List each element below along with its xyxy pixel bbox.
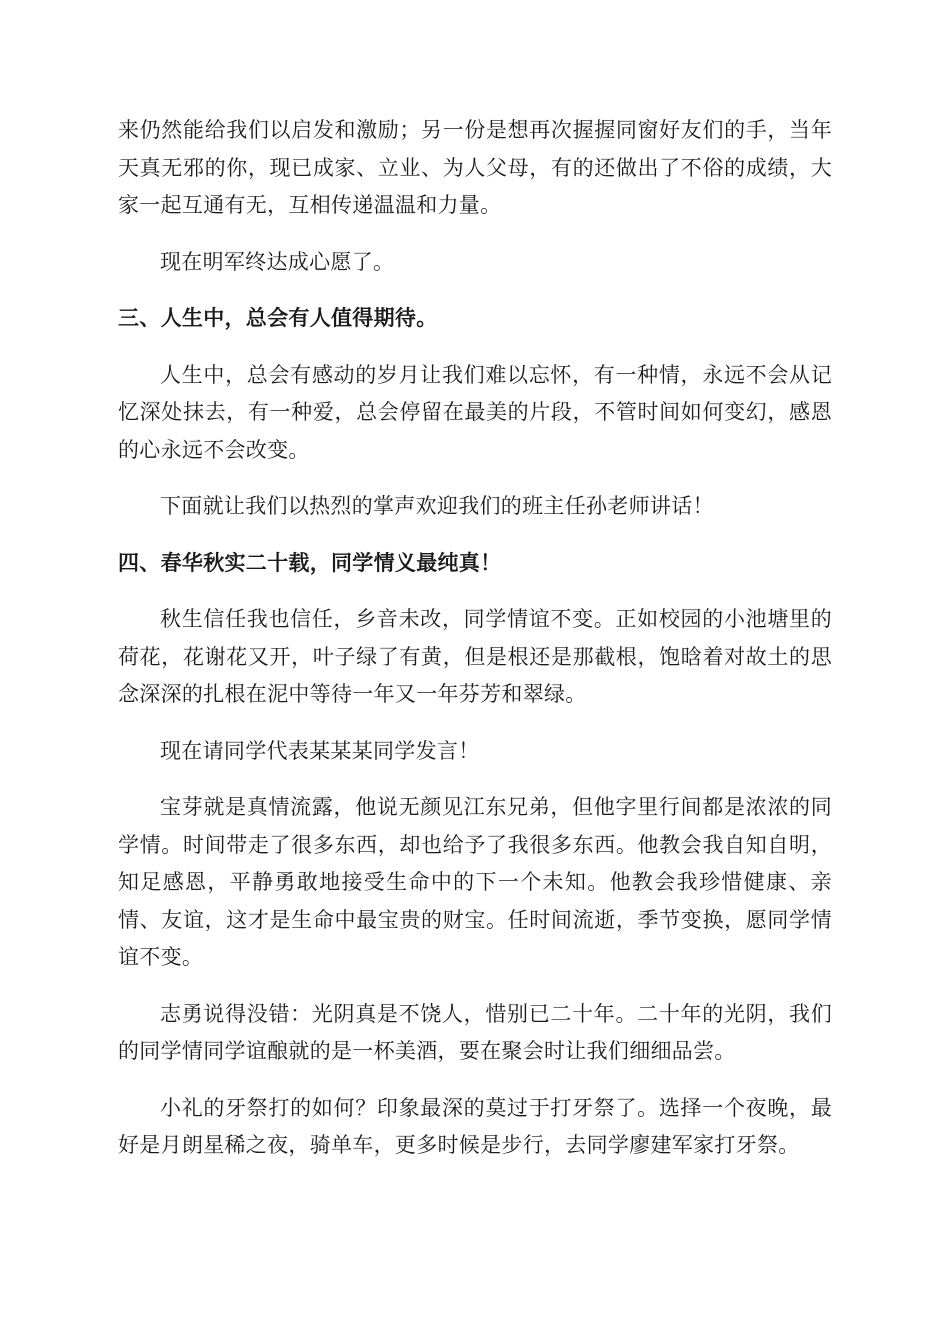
paragraph-3: 人生中，总会有感动的岁月让我们难以忘怀，有一种情，永远不会从记忆深处抹去，有一种爱，总会停留在最美的片段，不管时间如何变幻，感恩的心永远不会改变。 [118,362,832,462]
paragraph-7: 宝芽就是真情流露，他说无颜见江东兄弟，但他字里行间都是浓浓的同学情。时间带走了很多东西，却也给予了我很多东西。他教会我自知自明，知足感恩，平静勇敢地接受生命中的下一个未知。他教会我珍惜健康、亲情、友谊，这才是生命中最宝贵的财宝。任时间流逝，季节变换，愿同学情谊不变。 [118,795,832,969]
paragraph-4: 下面就让我们以热烈的掌声欢迎我们的班主任孙老师讲话！ [160,494,714,518]
paragraph-5: 秋生信任我也信任，乡音未改，同学情谊不变。正如校园的小池塘里的荷花，花谢花又开，叶子绿了有黄，但是根还是那截根，饱晗着对故土的思念深深的扎根在泥中等待一年又一年芬芳和翠绿。 [118,607,832,706]
section-heading-3: 三、人生中，总会有人值得期待。 [118,306,438,330]
paragraph-6: 现在请同学代表某某某同学发言！ [160,738,480,763]
section-heading-4: 四、春华秋实二十载，同学情义最纯真！ [118,550,502,575]
paragraph-2: 现在明军终达成心愿了。 [160,249,395,274]
paragraph-8: 志勇说得没错：光阴真是不饶人，惜别已二十年。二十年的光阴，我们的同学情同学谊酿就的是一杯美酒，要在聚会时让我们细细品尝。 [118,1001,832,1063]
paragraph-1: 来仍然能给我们以启发和激励；另一份是想再次握握同窗好友们的手，当年天真无邪的你，现已成家、立业、为人父母，有的还做出了不俗的成绩，大家一起互通有无，互相传递温温和力量。 [118,118,832,217]
document-page [118,112,832,1184]
paragraph-9: 小礼的牙祭打的如何？印象最深的莫过于打牙祭了。选择一个夜晚，最好是月朗星稀之夜，骑单车，更多时候是步行，去同学廖建军家打牙祭。 [118,1095,832,1157]
